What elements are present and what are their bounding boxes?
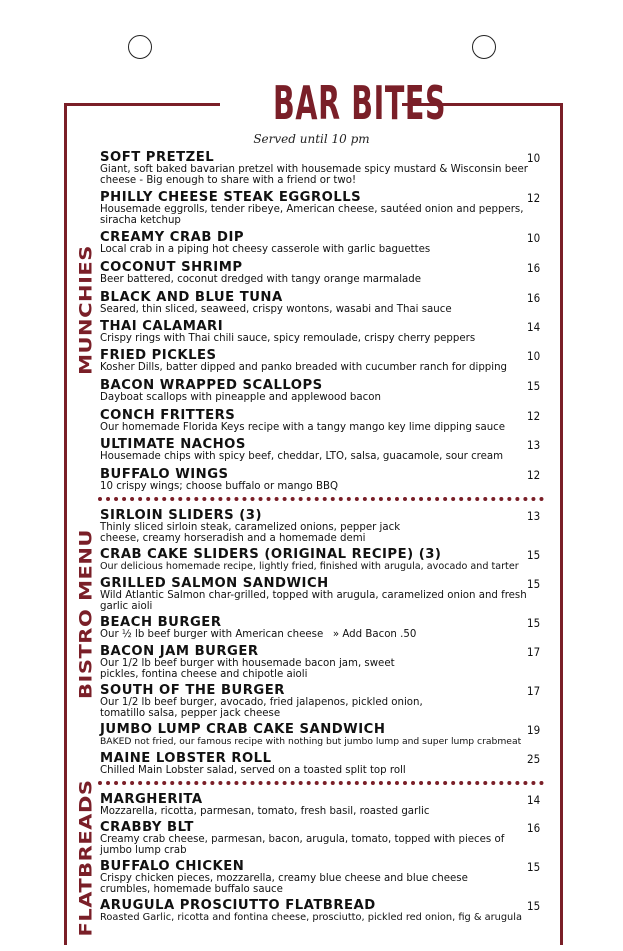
item-desc: Our 1/2 lb beef burger, avocado, fried jalapenos, pickled onion, tomatillo salsa, pepper jack cheese — [100, 697, 423, 719]
item-price: 14 — [527, 793, 541, 807]
item-desc: Seared, thin sliced, seaweed, crispy wontons, wasabi and Thai sauce — [100, 304, 452, 315]
menu-item — [100, 467, 530, 493]
item-desc: Beer battered, coconut dredged with tangy orange marmalade — [100, 274, 422, 285]
item-desc: Giant, soft baked bavarian pretzel with housemade spicy mustard & Wisconsin beer cheese - Big enough to share with a friend or two! — [100, 164, 528, 186]
section-label-bistro-menu — [73, 529, 99, 699]
menu-item — [100, 683, 530, 719]
menu-item — [100, 576, 530, 612]
section-label-munchies — [73, 245, 99, 375]
item-name: GRILLED SALMON SANDWICH — [100, 576, 329, 591]
menu-item — [100, 792, 530, 818]
menu-title: BAR BITES — [273, 76, 447, 130]
item-name: SIRLOIN SLIDERS (3) — [100, 508, 262, 523]
item-price: 15 — [527, 860, 541, 874]
binder-hole-right — [472, 35, 496, 59]
item-price: 13 — [527, 509, 541, 523]
item-price: 15 — [527, 899, 541, 913]
item-name: FRIED PICKLES — [100, 348, 217, 363]
item-desc: Mozzarella, ricotta, parmesan, tomato, fresh basil, roasted garlic — [100, 806, 430, 817]
item-desc: Crispy rings with Thai chili sauce, spicy remoulade, crispy cherry peppers — [100, 333, 476, 344]
item-desc: Housemade eggrolls, tender ribeye, American cheese, sautéed onion and peppers, siracha ketchup — [100, 204, 524, 226]
item-price: 12 — [527, 468, 541, 482]
item-name: COCONUT SHRIMP — [100, 260, 243, 275]
item-desc: Our delicious homemade recipe, lightly fried, finished with arugula, avocado and tarter — [100, 561, 519, 572]
item-desc: Dayboat scallops with pineapple and applewood bacon — [100, 392, 381, 403]
title-box — [220, 76, 447, 130]
item-desc: BAKED not fried, our famous recipe with nothing but jumbo lump and super lump crabmeat — [100, 736, 522, 747]
item-name: BUFFALO WINGS — [100, 467, 229, 482]
item-price: 19 — [527, 723, 541, 737]
menu-item — [100, 260, 530, 286]
item-name: JUMBO LUMP CRAB CAKE SANDWICH — [100, 722, 386, 737]
section-title: BISTRO MENU — [76, 529, 96, 699]
item-name: BACON WRAPPED SCALLOPS — [100, 378, 323, 393]
item-name: BACON JAM BURGER — [100, 644, 259, 659]
item-name: CRAB CAKE SLIDERS (ORIGINAL RECIPE) (3) — [100, 547, 442, 562]
item-price: 15 — [527, 379, 541, 393]
item-desc: Local crab in a piping hot cheesy casserole with garlic baguettes — [100, 244, 431, 255]
item-price: 10 — [527, 349, 541, 363]
menu-item — [100, 722, 530, 748]
item-price: 15 — [527, 616, 541, 630]
menu-item — [100, 408, 530, 434]
item-price: 14 — [527, 320, 541, 334]
item-name: SOFT PRETZEL — [100, 150, 215, 165]
menu-item — [100, 150, 530, 186]
binder-hole-left — [128, 35, 152, 59]
menu-item — [100, 437, 530, 463]
menu-item — [100, 290, 530, 316]
item-name: PHILLY CHEESE STEAK EGGROLLS — [100, 190, 362, 205]
item-desc: Our 1/2 lb beef burger with housemade bacon jam, sweet pickles, fontina cheese and chipotle aioli — [100, 658, 395, 680]
item-desc: Roasted Garlic, ricotta and fontina cheese, prosciutto, pickled red onion, fig & arugula — [100, 912, 522, 923]
menu-item — [100, 508, 530, 544]
item-name: ARUGULA PROSCIUTTO FLATBREAD — [100, 898, 376, 913]
item-price: 16 — [527, 291, 541, 305]
item-price: 16 — [527, 821, 541, 835]
item-price: 15 — [527, 577, 541, 591]
item-desc: Crispy chicken pieces, mozzarella, creamy blue cheese and blue cheese crumbles, homemade buffalo sauce — [100, 873, 468, 895]
menu-item — [100, 378, 530, 404]
item-name: BLACK AND BLUE TUNA — [100, 290, 283, 305]
item-price: 16 — [527, 261, 541, 275]
menu-item — [100, 751, 530, 777]
item-desc: Our ½ lb beef burger with American cheese » Add Bacon .50 — [100, 629, 417, 640]
item-name: MAINE LOBSTER ROLL — [100, 751, 272, 766]
item-price: 10 — [527, 231, 541, 245]
item-price: 17 — [527, 684, 541, 698]
item-price: 12 — [527, 191, 541, 205]
section-title: MUNCHIES — [76, 245, 96, 375]
item-desc: 10 crispy wings; choose buffalo or mango BBQ — [100, 481, 338, 492]
item-desc: Kosher Dills, batter dipped and panko breaded with cucumber ranch for dipping — [100, 362, 508, 373]
item-name: BUFFALO CHICKEN — [100, 859, 245, 874]
item-desc: Thinly sliced sirloin steak, caramelized onions, pepper jack cheese, creamy horseradish and a homemade demi — [100, 522, 401, 544]
item-price: 17 — [527, 645, 541, 659]
item-name: MARGHERITA — [100, 792, 203, 807]
item-desc: Housemade chips with spicy beef, cheddar, LTO, salsa, guacamole, sour cream — [100, 451, 504, 462]
menu-item — [100, 190, 530, 226]
menu-item — [100, 615, 530, 641]
item-price: 12 — [527, 409, 541, 423]
section-divider — [98, 497, 544, 501]
item-price: 13 — [527, 438, 541, 452]
item-desc: Creamy crab cheese, parmesan, bacon, arugula, tomato, topped with pieces of jumbo lump crab — [100, 834, 505, 856]
item-name: CREAMY CRAB DIP — [100, 230, 245, 245]
menu-item — [100, 859, 530, 895]
item-name: ULTIMATE NACHOS — [100, 437, 246, 452]
item-name: CRABBY BLT — [100, 820, 194, 835]
menu-item — [100, 319, 530, 345]
item-desc: Wild Atlantic Salmon char-grilled, topped with arugula, caramelized onion and fresh garlic aioli — [100, 590, 527, 612]
item-price: 15 — [527, 548, 541, 562]
menu-item — [100, 898, 530, 924]
item-price: 10 — [527, 151, 541, 165]
item-name: CONCH FRITTERS — [100, 408, 236, 423]
item-desc: Our homemade Florida Keys recipe with a tangy mango key lime dipping sauce — [100, 422, 506, 433]
item-name: THAI CALAMARI — [100, 319, 224, 334]
section-divider — [98, 781, 544, 785]
menu-item — [100, 644, 530, 680]
item-name: BEACH BURGER — [100, 615, 222, 630]
menu-item — [100, 230, 530, 256]
item-name: SOUTH OF THE BURGER — [100, 683, 285, 698]
section-label-flatbreads — [73, 778, 99, 937]
menu-subtitle: Served until 10 pm — [253, 132, 370, 146]
section-title: FLATBREADS — [76, 778, 96, 937]
menu-item — [100, 547, 530, 573]
item-desc: Chilled Main Lobster salad, served on a toasted split top roll — [100, 765, 406, 776]
item-price: 25 — [527, 752, 541, 766]
menu-item — [100, 348, 530, 374]
menu-item — [100, 820, 530, 856]
